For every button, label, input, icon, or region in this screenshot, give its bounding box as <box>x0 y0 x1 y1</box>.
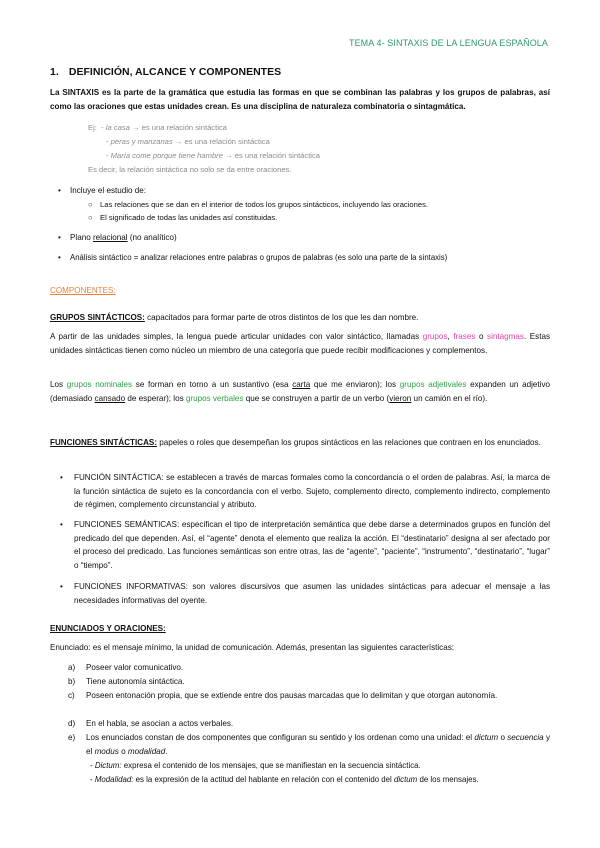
grupos-heading-rest: capacitados para formar parte de otros distintos de los que les dan nombre. <box>144 313 419 322</box>
item-text: En el habla, se asocian a actos verbales. <box>86 719 234 728</box>
bullet-dot-icon: • <box>60 520 63 529</box>
term-dictum: dictum <box>394 775 418 784</box>
enunciados-intro: Enunciado: es el mensaje mínimo, la unidad de comunicación. Además, presentan las siguientes características: <box>50 643 455 652</box>
item-label: c) <box>68 691 75 700</box>
bullet-text <box>70 231 550 245</box>
example-italic: María come porque tiene hambre <box>110 151 223 160</box>
bullet-text-part: (no analítico) <box>127 233 177 242</box>
text-run: , <box>447 332 454 341</box>
text-run: y el <box>86 733 551 756</box>
text-run: . <box>165 746 168 756</box>
intro-bold: La SINTAXIS <box>50 88 100 97</box>
term-secuencia: secuencia <box>507 733 544 742</box>
item-label: d) <box>68 719 76 728</box>
item-label: e) <box>68 733 76 742</box>
dash-label: Modalidad: <box>94 775 134 784</box>
bullet-text-part: Plano <box>70 233 93 242</box>
item-label: b) <box>68 677 76 686</box>
text-run: Los enunciados constan de dos componentes que configuran su sentido y los ordenan como una unidad: el <box>86 733 475 742</box>
bullet-dot-icon: • <box>58 233 61 242</box>
text-run: o <box>498 733 508 742</box>
intro-text: es la parte de la gramática que estudia las formas en que se combinan las palabras y los grupos de palabras, así como las oraciones que estas unidades crean. Es una disciplina de naturaleza combinatoria o sintagmática. <box>50 88 550 111</box>
bullet-text: Análisis sintáctico = analizar relaciones entre palabras o grupos de palabras (es solo una parte de la sintaxis) <box>70 253 448 262</box>
example-italic: la casa <box>105 123 130 132</box>
example-rest: → es una relación sintáctica <box>222 151 321 160</box>
example-dash: - <box>106 137 109 146</box>
section-title-text: DEFINICIÓN, ALCANCE Y COMPONENTES <box>68 66 282 78</box>
example-word: carta <box>292 380 311 389</box>
bullet-dot-icon: • <box>58 253 61 262</box>
text-run: A partir de las unidades simples, la lengua puede articular unidades con valor sintáctico, llamadas <box>50 332 423 341</box>
funcion-text: FUNCIÓN SINTÁCTICA: se establecen a través de marcas formales como la concordancia o el orden de palabras. Así, la marca de la función sintáctica de sujeto es la concordancia con el verbo. Sujeto, complemento directo, complemento indirecto, complemento de régimen, complemento circunstancial y atributo. <box>74 473 550 509</box>
bullet-dot-icon: • <box>60 582 63 591</box>
term-modus: modus <box>94 746 119 756</box>
section-number: 1. <box>50 66 59 78</box>
example-dash: - <box>101 123 104 132</box>
example-word: cansado <box>94 393 126 403</box>
example-italic: peras y manzanas <box>110 137 173 146</box>
circle-bullet-icon: ○ <box>88 200 93 209</box>
dash-label: Dictum: <box>94 761 122 770</box>
text-run: o <box>475 332 488 341</box>
text-run: . Estas unidades sintácticas tienen como núcleo un miembro de una categoría que puede recibir modificaciones y complementos. <box>50 332 551 355</box>
text-run: un camión en el río). <box>411 393 488 403</box>
section-title <box>50 66 281 78</box>
example-rest: → es una relación sintáctica <box>129 123 227 132</box>
bullet-text: Incluye el estudio de: <box>70 186 147 195</box>
item-text: Poseen entonación propia, que se extiende entre dos pausas marcadas que lo delimitan y que otorgan autonomía. <box>86 691 498 700</box>
dash-text: es la expresión de la actitud del hablante en relación con el contenido del <box>133 775 395 784</box>
running-header: TEMA 4- SINTAXIS DE LA LENGUA ESPAÑOLA <box>348 38 548 48</box>
item-text: Poseer valor comunicativo. <box>86 663 184 672</box>
grupos-heading: GRUPOS SINTÁCTICOS: <box>50 313 145 322</box>
dash-text: de los mensajes. <box>417 775 479 784</box>
text-run: expanden un adjetivo (demasiado <box>50 380 551 403</box>
item-text: Tiene autonomía sintáctica. <box>86 677 185 686</box>
example-line-3 <box>106 149 320 163</box>
text-run: se forman en torno a un sustantivo (esa <box>132 380 293 389</box>
funciones-heading-rest: papeles o roles que desempeñan los grupos sintácticos en las relaciones que contraen en los enunciados. <box>157 438 541 447</box>
term-grupos-adjetivales: grupos adjetivales <box>399 380 467 389</box>
bullet-dot-icon: • <box>58 186 61 195</box>
enunciados-heading: ENUNCIADOS Y ORACIONES: <box>50 624 166 633</box>
example-lead: Ej: <box>88 123 97 132</box>
circle-bullet-icon: ○ <box>88 213 93 222</box>
text-run: Los <box>50 380 67 389</box>
intro-paragraph <box>50 86 550 113</box>
term-dictum: dictum <box>474 733 499 742</box>
dash-text: expresa el contenido de los mensajes, que se manifiestan en la secuencia sintáctica. <box>121 761 421 770</box>
dash-item: - Modalidad: es la expresión de la actitud del hablante en relación con el contenido del dictum de los mensajes. <box>90 775 479 784</box>
funciones-heading-line <box>50 436 550 450</box>
item-label: a) <box>68 663 76 672</box>
term-frases: frases <box>453 332 476 341</box>
grupos-paragraph-1 <box>50 330 550 357</box>
term-grupos-verbales: grupos verbales <box>185 393 244 403</box>
example-line-2 <box>106 135 270 149</box>
term-modalidad: modalidad <box>127 746 166 756</box>
example-rest: → es una relación sintáctica <box>172 137 270 146</box>
grupos-paragraph-2 <box>50 378 550 405</box>
dash-item: - Dictum: expresa el contenido de los mensajes, que se manifiestan en la secuencia sintáctica. <box>90 761 421 770</box>
bullet-underlined: relacional <box>92 233 128 242</box>
funcion-text: FUNCIONES INFORMATIVAS: son valores discursivos que asumen las unidades sintácticas para adecuar el mensaje a las necesidades informativas del oyente. <box>74 582 550 605</box>
term-sintagmas: sintagmas <box>487 332 524 341</box>
text-run: que se construyen a partir de un verbo ( <box>243 393 390 403</box>
term-grupos: grupos <box>422 332 448 341</box>
sub-bullet-text: El significado de todas las unidades así constituidas. <box>100 213 278 222</box>
text-run: o <box>118 746 128 756</box>
example-word: vieron <box>389 393 412 403</box>
example-dash: - <box>106 151 109 160</box>
example-note: Es decir, la relación sintáctica no solo se da entre oraciones. <box>88 165 292 174</box>
componentes-heading: COMPONENTES: <box>50 286 116 295</box>
grupos-heading-line <box>50 311 550 325</box>
funcion-text: FUNCIONES SEMÁNTICAS: especifican el tipo de interpretación semántica que debe darse a determinados grupos en función del predicado del que dependen. Así, el “agente” denota el elemento que realiza la acción. El “destinatario” designa al ser afectado por el proceso del predicado. Las funciones semánticas son entre otras, las de “agente”, “paciente”, “instrumento”, “destinatario”, “lugar” o “tiempo”. <box>74 520 550 570</box>
term-grupos-nominales: grupos nominales <box>66 380 133 389</box>
item-text <box>86 731 550 758</box>
funciones-heading: FUNCIONES SINTÁCTICAS: <box>50 438 158 447</box>
text-run: que me enviaron); los <box>310 380 400 389</box>
example-line-1 <box>88 121 227 135</box>
sub-bullet-text: Las relaciones que se dan en el interior de todos los grupos sintácticos, incluyendo las oraciones. <box>100 200 428 209</box>
text-run: de esperar); los <box>125 393 186 403</box>
bullet-dot-icon: • <box>60 473 63 482</box>
